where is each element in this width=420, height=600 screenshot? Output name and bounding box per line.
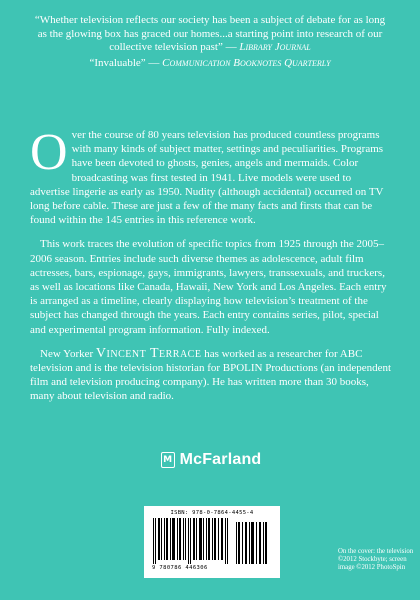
paragraph-1-text: ver the course of 80 years television has produced countless programs with many kinds of subject matter, settings and peculiarities. Programs have been devoted to ghosts, genies, angels and mermaids. Color broadcasting was first tested in 1941. Live models were used to advertise lingerie as early as 1950. Nudity (although accidental) occurred on TV long before cable. These are just a few of the many facts and firsts that can be found within the 145 entries in this reference work. bbox=[30, 129, 384, 227]
cover-credit: On the cover: the television ©2012 Stockbyte; screen image ©2012 PhotoSpin bbox=[338, 548, 414, 572]
isbn-text: ISBN: 978-0-7864-4455-4 bbox=[170, 510, 254, 516]
author-prefix: New Yorker bbox=[40, 347, 94, 360]
review-quotes bbox=[30, 14, 390, 70]
review-quote-2 bbox=[30, 57, 390, 71]
barcode-bars bbox=[152, 518, 230, 564]
quote-1-source: Library Journal bbox=[239, 41, 311, 54]
barcode-addon-bars bbox=[236, 522, 268, 564]
drop-cap: O bbox=[30, 124, 68, 181]
quote-2-source: Communication Booknotes Quarterly bbox=[162, 56, 331, 69]
description-paragraph-2: This work traces the evolution of specific topics from 1925 through the 2005–2006 season. Entries include such diverse themes as adolescence, adult film actresses, bars, espionage, gays, immigrants, lawyers, transsexuals, and truckers, as well as locations like Canada, Hawaii, New York and Los Angeles. Each entry is arranged as a timeline, clearly displaying how television’s treatment of the subject has changed through the years. Each entry contains series, pilot, special and experimental program information. Fully indexed. bbox=[30, 238, 387, 336]
book-description bbox=[30, 124, 392, 414]
publisher-logo bbox=[156, 449, 266, 471]
review-quote-1 bbox=[30, 14, 390, 55]
author-bio-text: has worked as a researcher for ABC television and is the television historian for BPOLIN Productions (an independent film and television producing company). He has written more than 30 books, many about television and radio. bbox=[30, 347, 392, 403]
publisher-mark-icon: M bbox=[161, 452, 175, 468]
quote-1-text: “Whether television reflects our society has been a subject of debate for as long as the glowing box has graced our homes...a starting point into research of our collective television past” — bbox=[34, 14, 386, 54]
quote-2-text: “Invaluable” — bbox=[89, 56, 160, 69]
author-bio bbox=[30, 347, 392, 404]
barcode-digits: 9 780786 446306 bbox=[152, 565, 208, 571]
description-paragraph-1 bbox=[30, 124, 392, 227]
barcode-box bbox=[144, 506, 280, 578]
author-name: Vincent Terrace bbox=[95, 345, 202, 361]
publisher-name: McFarland bbox=[179, 451, 262, 468]
